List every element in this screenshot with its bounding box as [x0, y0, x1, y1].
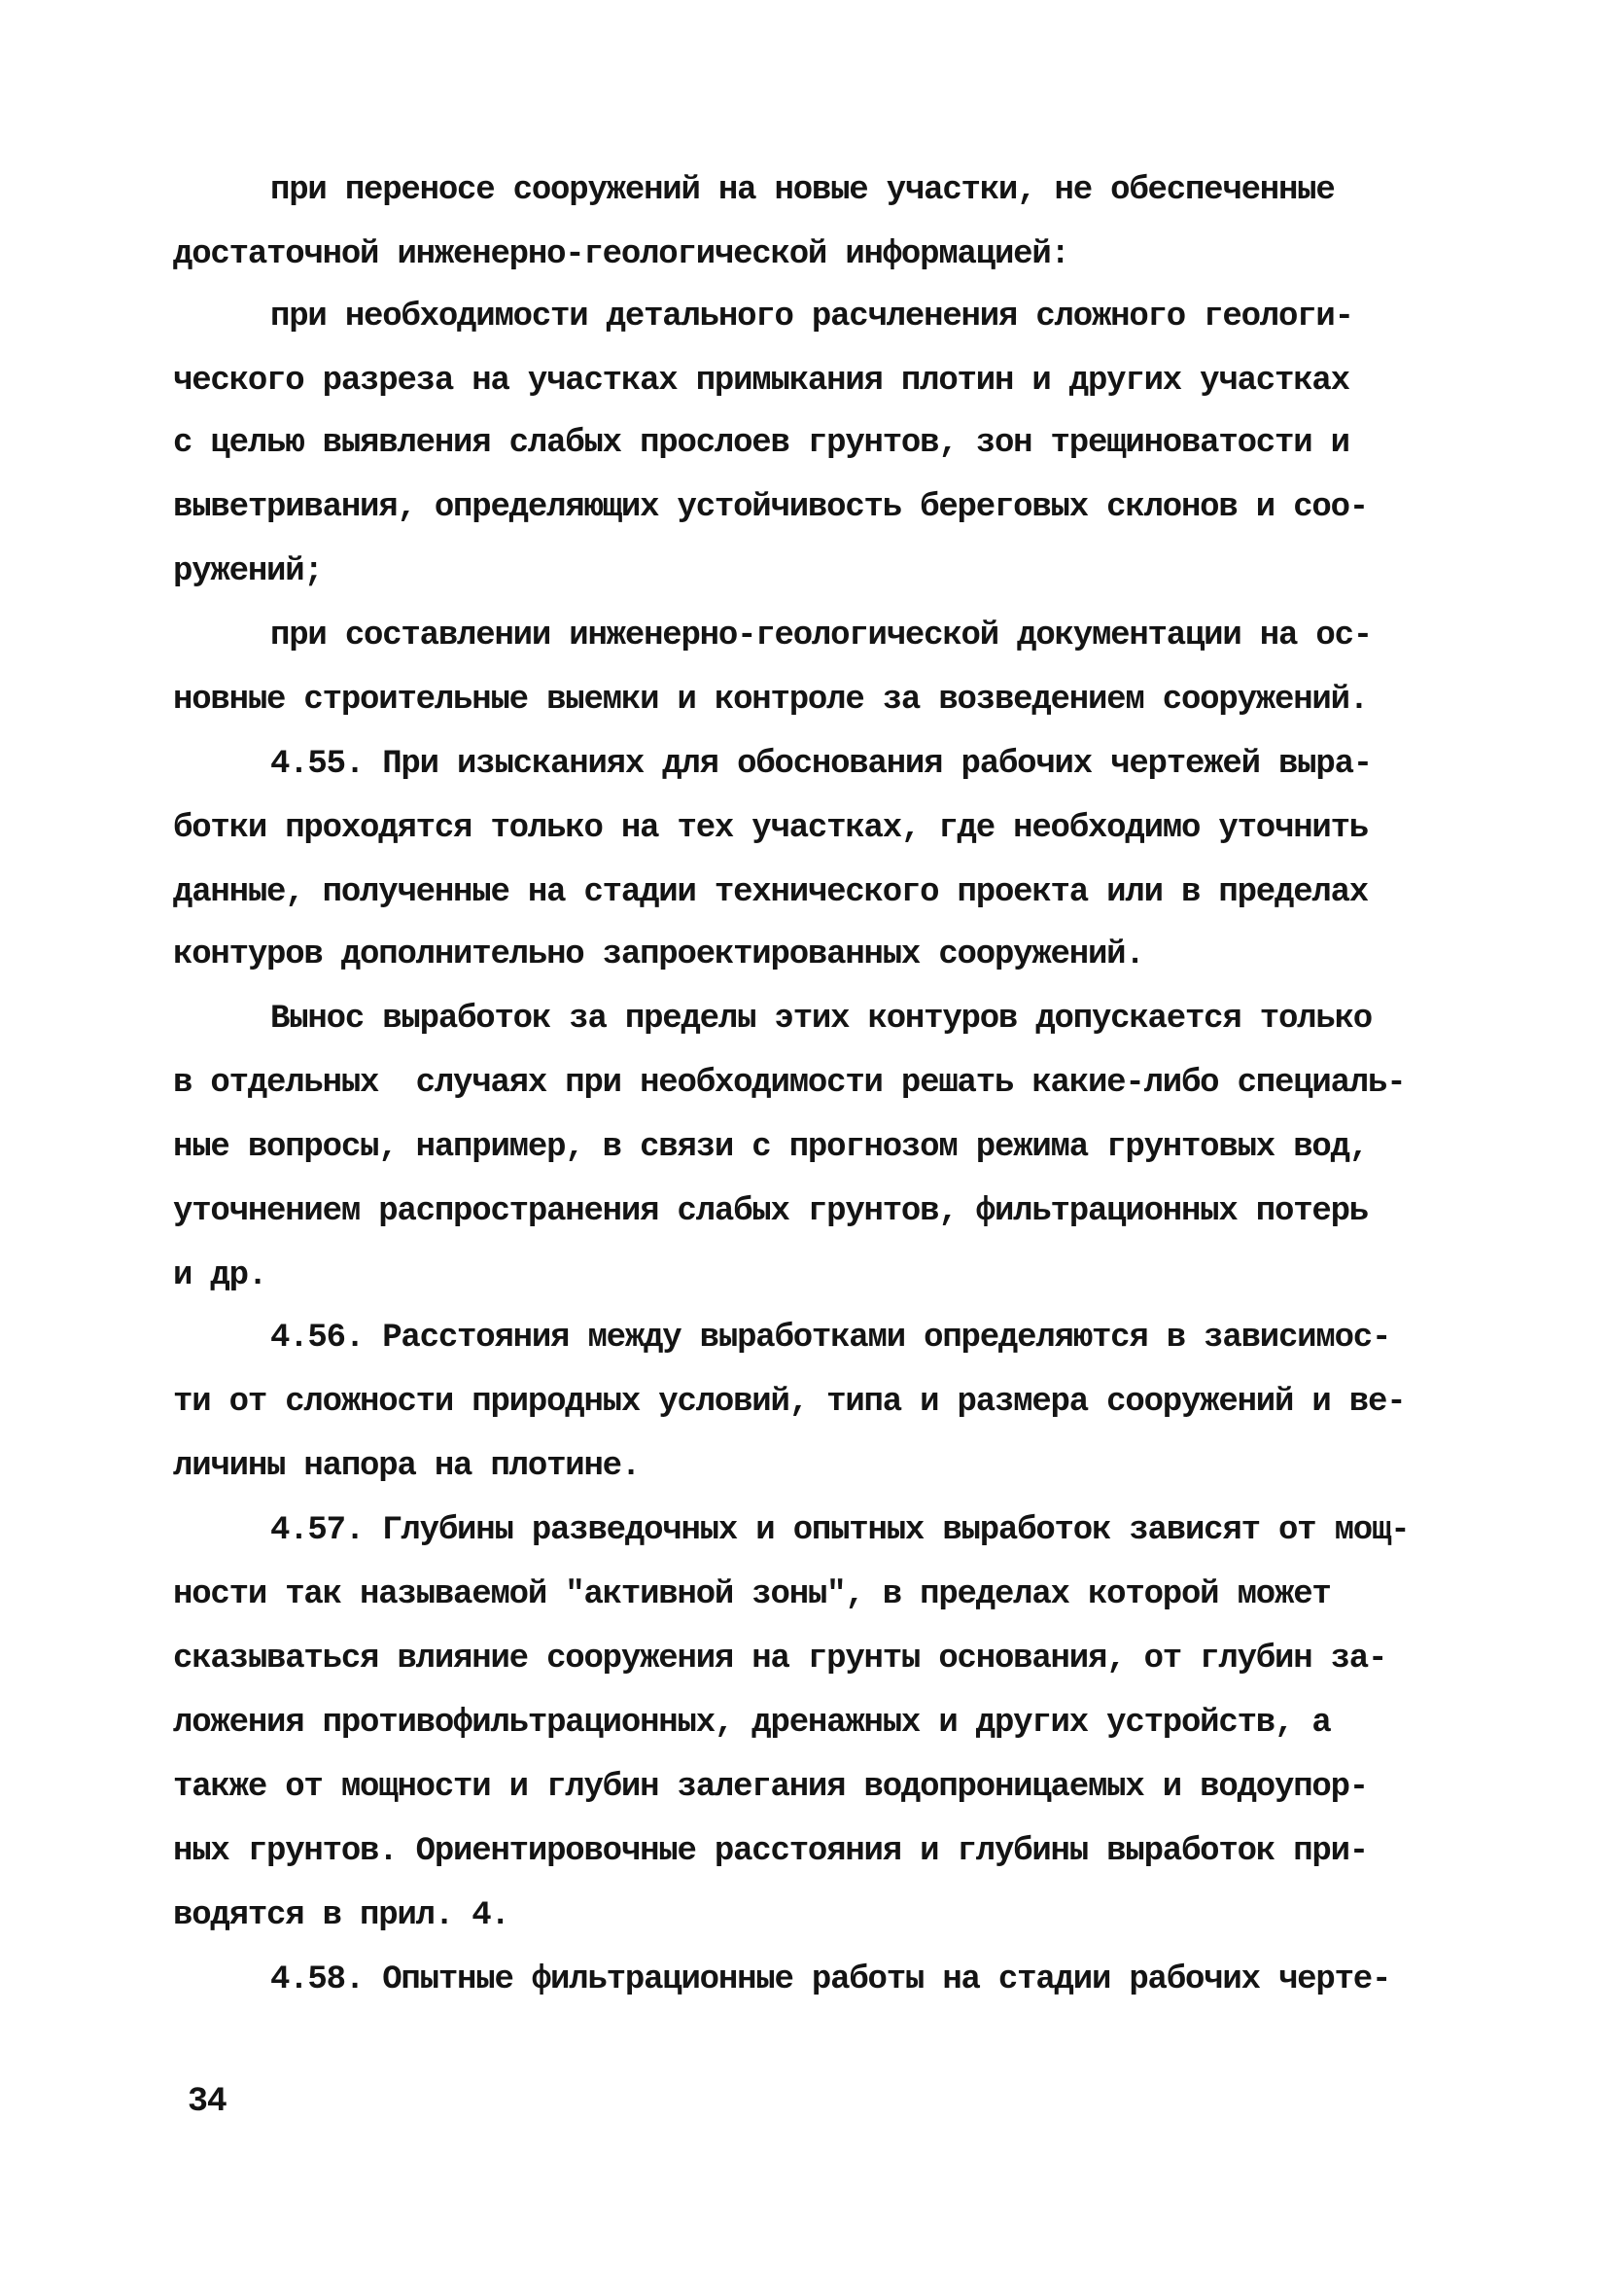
text-line: ти от сложности природных условий, типа и размера сооружений и ве-: [173, 1384, 1406, 1421]
text-line: достаточной инженерно-геологической информацией:: [173, 236, 1069, 273]
text-line: данные, полученные на стадии технического проекта или в пределах: [173, 874, 1369, 911]
text-line: ружений;: [173, 553, 323, 590]
text-line: 4.58. Опытные фильтрационные работы на стадии рабочих черте-: [270, 1961, 1391, 1998]
text-line: 4.56. Расстояния между выработками определяются в зависимос-: [270, 1320, 1391, 1357]
page-number: 34: [188, 2082, 227, 2121]
text-line: ные вопросы, например, в связи с прогнозом режима грунтовых вод,: [173, 1129, 1369, 1166]
text-line: водятся в прил. 4.: [173, 1897, 509, 1934]
text-line: ложения противофильтрационных, дренажных и других устройств, а: [173, 1705, 1331, 1742]
text-line: сказываться влияние сооружения на грунты основания, от глубин за-: [173, 1641, 1387, 1678]
text-line: ческого разреза на участках примыкания плотин и других участках: [173, 363, 1349, 400]
text-line: личины напора на плотине.: [173, 1448, 641, 1485]
text-line: выветривания, определяющих устойчивость береговых склонов и соо-: [173, 489, 1369, 526]
text-line: и др.: [173, 1257, 267, 1294]
text-line: при составлении инженерно-геологической документации на ос-: [270, 618, 1372, 654]
text-line: также от мощности и глубин залегания водопроницаемых и водоупор-: [173, 1769, 1369, 1806]
text-line: новные строительные выемки и контроле за возведением сооружений.: [173, 682, 1369, 719]
text-line: уточнением распространения слабых грунтов, фильтрационных потерь: [173, 1193, 1369, 1230]
text-line: ности так называемой "активной зоны", в пределах которой может: [173, 1576, 1331, 1613]
text-line: ботки проходятся только на тех участках, где необходимо уточнить: [173, 810, 1369, 847]
text-line: при переносе сооружений на новые участки, не обеспеченные: [270, 172, 1335, 209]
text-line: 4.55. При изысканиях для обоснования рабочих чертежей выра-: [270, 746, 1372, 783]
text-line: при необходимости детального расчленения сложного геологи-: [270, 299, 1353, 336]
text-line: Вынос выработок за пределы этих контуров допускается только: [270, 1001, 1372, 1038]
text-line: 4.57. Глубины разведочных и опытных выработок зависят от мощ-: [270, 1512, 1410, 1549]
text-line: ных грунтов. Ориентировочные расстояния и глубины выработок при-: [173, 1833, 1369, 1870]
text-line: контуров дополнительно запроектированных сооружений.: [173, 936, 1144, 973]
text-line: с целью выявления слабых прослоев грунтов, зон трещиноватости и: [173, 425, 1349, 462]
text-line: в отдельных случаях при необходимости решать какие-либо специаль-: [173, 1065, 1406, 1102]
